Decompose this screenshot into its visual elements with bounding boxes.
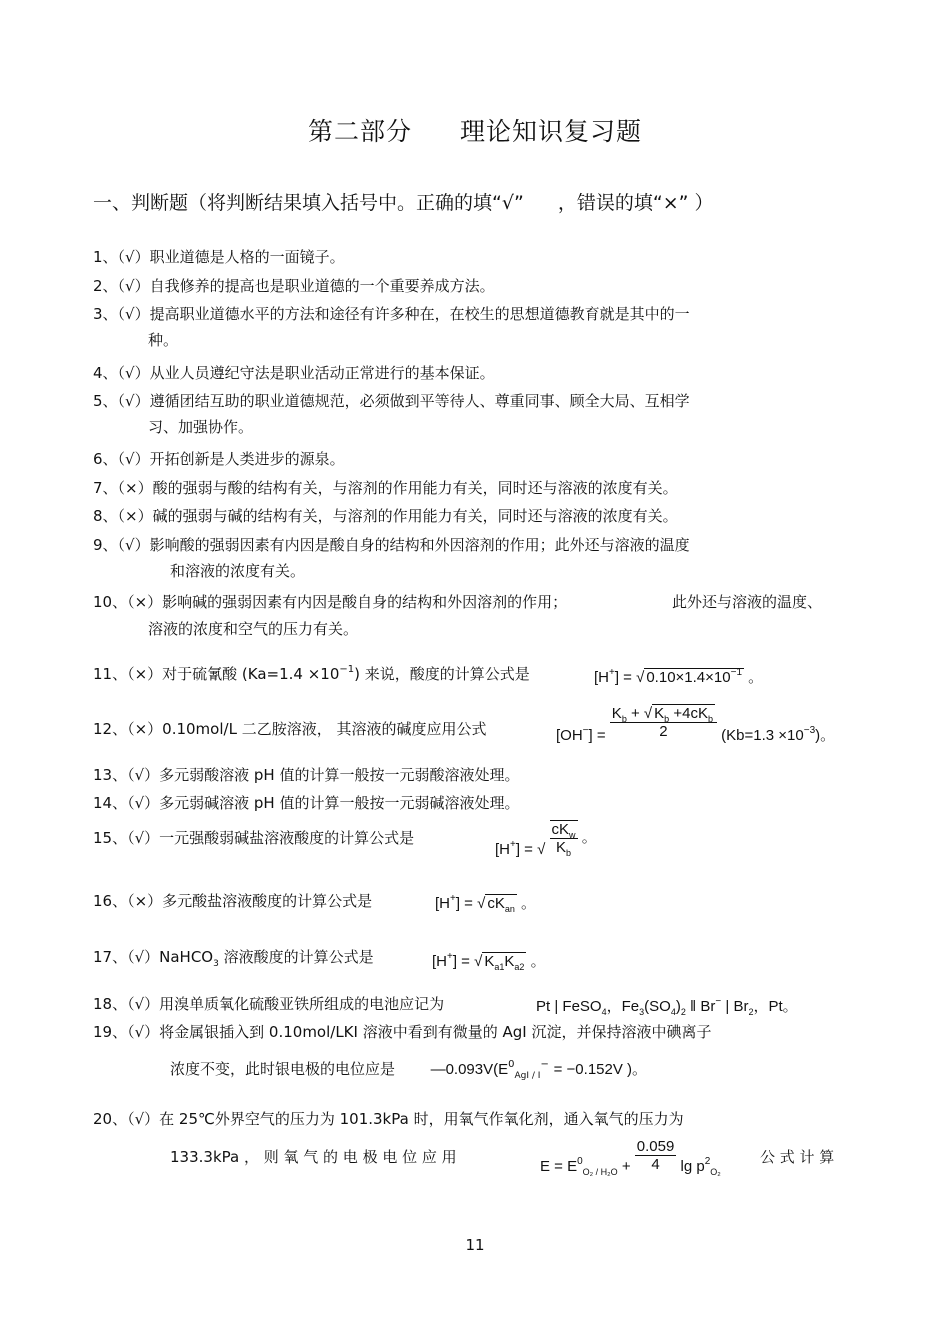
- question-5: 5、（√）遵循团结互助的职业道德规范，必须做到平等待人、尊重同事、顾全大局、互相学: [93, 392, 690, 410]
- part-label: 第二部分: [307, 117, 412, 146]
- question-8: 8、（×）碱的强弱与碱的结构有关，与溶剂的作用能力有关，同时还与溶液的浓度有关。: [93, 507, 678, 525]
- q12-formula: [OH−] = $\frac{K_b + √ K_b +4cK_b}{2}$ $(Kb=1.3 \times 10^{-3})$。: [556, 705, 836, 745]
- question-15: 15、（√）一元强酸弱碱盐溶液酸度的计算公式是: [93, 829, 415, 847]
- topic-label: 理论知识复习题: [460, 117, 643, 146]
- q17-formula: [H+] = √ $K_{a1}K_{a2}$ 。: [432, 951, 546, 972]
- question-3-cont: 种。: [148, 331, 179, 349]
- question-9-cont: 和溶液的浓度有关。: [170, 562, 306, 580]
- question-16: 16、（×）多元酸盐溶液酸度的计算公式是: [93, 892, 373, 910]
- q18-cell-part7: ，Pt。: [753, 998, 798, 1015]
- q11-text: 11、（×）对于硫氰酸 (Ka=1.4 ×10: [93, 665, 340, 683]
- q17-tail: 溶液酸度的计算公式是: [223, 948, 374, 966]
- q12-numerator: K: [611, 705, 622, 722]
- section-heading-prefix: 一、判断题（将判断结果填入括号中。正确的填“√”: [93, 192, 524, 214]
- q20-denominator: 4: [651, 1156, 660, 1173]
- q19-subscript: AgI / I: [514, 1071, 541, 1081]
- question-2: 2、（√）自我修养的提高也是职业道德的一个重要养成方法。: [93, 277, 495, 295]
- q19-value2: = −0.152V )。: [553, 1061, 648, 1078]
- question-9: 9、（√）影响酸的强弱因素有内因是酸自身的结构和外因溶剂的作用；此外还与溶液的温度: [93, 536, 690, 554]
- question-14: 14、（√）多元弱碱溶液 pH 值的计算一般按一元弱碱溶液处理。: [93, 794, 520, 812]
- question-10-tail: 此外还与溶液的温度、: [672, 593, 823, 611]
- section-heading: [93, 188, 714, 215]
- q19-value: —0.093V(: [430, 1061, 499, 1078]
- q16-formula: [H+] = √ $cK_{an}$ 。: [435, 893, 537, 914]
- q12-denominator: 2: [659, 723, 668, 740]
- q18-cell: Pt | FeSO$_4$，$Fe_3(SO_4)_2$ ‖ Br− | $Br_2$，Pt。: [536, 996, 798, 1017]
- q20-formula: $E = E^0_{O_2 / H_2O}$ + $\frac{0.059}{4}$ $\lg p^2_{O_2}$: [540, 1138, 721, 1178]
- question-5-cont: 习、加强协作。: [148, 418, 254, 436]
- question-3: 3、（√）提高职业道德水平的方法和途径有许多种在，在校生的思想道德教育就是其中的一: [93, 305, 690, 323]
- q19-e-symbol: E: [498, 1061, 509, 1078]
- q11-formula: [H+] = √ $0.10\times 1.4\times 10^{-1}$ 。: [594, 667, 764, 686]
- question-7: 7、（×）酸的强弱与酸的结构有关，与溶剂的作用能力有关，同时还与溶液的浓度有关。: [93, 479, 678, 497]
- question-10: 10、（×）影响碱的强弱因素有内因是酸自身的结构和外因溶剂的作用；: [93, 593, 568, 611]
- question-19-cont: 浓度不变，此时银电极的电位应是 $—0.093V(E^0_{AgI / I}^- = -0.152V$ )。: [170, 1059, 648, 1081]
- question-20-cont: 133.3kPa ， 则 氧 气 的 电 极 电 位 应 用: [170, 1148, 457, 1166]
- q20-numerator: 0.059: [636, 1138, 675, 1155]
- q11-formula-value: 0.10×1.4×10: [646, 669, 731, 686]
- question-20: 20、（√）在 25℃外界空气的压力为 101.3kPa 时，用氧气作氧化剂，通入氧气的压力为: [93, 1110, 684, 1128]
- q12-kb-exponent: −3: [803, 725, 816, 737]
- q18-cell-part1: Pt | FeSO: [536, 998, 602, 1015]
- question-1: 1、（√）职业道德是人格的一面镜子。: [93, 248, 345, 266]
- q18-cell-part6: | Br: [721, 998, 749, 1015]
- q19-text: 浓度不变，此时银电极的电位应是: [170, 1060, 396, 1078]
- question-10-cont: 溶液的浓度和空气的压力有关。: [148, 620, 359, 638]
- question-4: 4、（√）从业人员遵纪守法是职业活动正常进行的基本保证。: [93, 364, 495, 382]
- q11-exponent: −1: [339, 664, 355, 675]
- question-19: 19、（√）将金属银插入到 0.10mol/LKI 溶液中看到有微量的 AgI 沉淀，并保持溶液中碘离子: [93, 1023, 712, 1041]
- q18-cell-part5: ‖ Br: [685, 998, 716, 1015]
- question-18: 18、（√）用溴单质氧化硫酸亚铁所组成的电池应记为: [93, 995, 445, 1013]
- q11-formula-exponent: −1: [730, 667, 743, 678]
- page-title: [0, 112, 950, 148]
- q12-kb: (Kb=1.3 ×10: [721, 727, 804, 745]
- question-12: 12、（×）0.10mol/L 二乙胺溶液， 其溶液的碱度应用公式: [93, 720, 487, 738]
- section-heading-suffix: ，错误的填“×” ）: [557, 192, 714, 214]
- q15-formula: [H+] = √ $\frac{cK_w}{K_b}$ 。: [495, 821, 597, 858]
- question-20-tail: 公 式 计 算: [760, 1148, 835, 1166]
- question-17: 17、（√）NaHCO$_3$ 溶液酸度的计算公式是: [93, 948, 374, 969]
- q18-cell-part4: ): [675, 998, 681, 1015]
- q18-cell-part2: ，Fe: [606, 998, 640, 1015]
- page-number: 11: [465, 1236, 485, 1254]
- q18-cell-part3: (SO: [644, 998, 671, 1015]
- q17-text: 17、（√）NaHCO: [93, 948, 214, 966]
- q11-tail: ) 来说，酸度的计算公式是: [354, 665, 530, 683]
- question-6: 6、（√）开拓创新是人类进步的源泉。: [93, 450, 345, 468]
- question-11: [93, 665, 530, 686]
- question-13: 13、（√）多元弱酸溶液 pH 值的计算一般按一元弱酸溶液处理。: [93, 766, 520, 784]
